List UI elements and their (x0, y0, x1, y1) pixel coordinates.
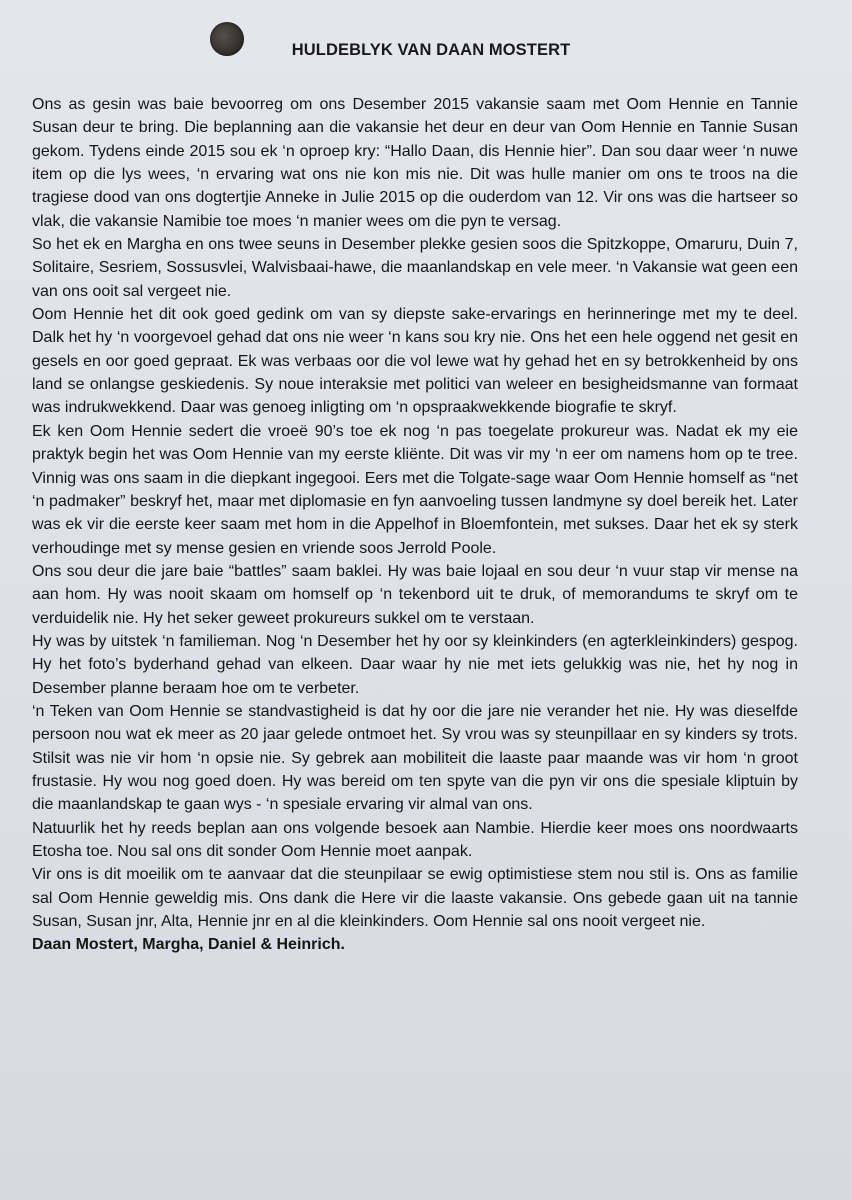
paragraph-7: ‘n Teken van Oom Hennie se standvastigheid is dat hy oor die jare nie verander het nie. Hy was dieselfde persoon nou wat ek meer as 20 jaar gelede ontmoet het. Sy vrou was sy steunpillaar en sy kinders sy trots. Stilsit was nie vir hom ‘n opsie nie. Sy gebrek aan mobiliteit die laaste paar maande was vir hom ‘n groot frustasie. Hy wou nog goed doen. Hy was bereid om ten spyte van die pyn vir ons die spesiale kliptuin by die maanlandskap te gaan wys - ‘n spesiale ervaring vir almal van ons. (32, 702, 798, 814)
paragraph-8: Natuurlik het hy reeds beplan aan ons volgende besoek aan Nambie. Hierdie keer moes ons noordwaarts Etosha toe. Nou sal ons dit sonder Oom Hennie moet aanpak. (32, 819, 798, 860)
paragraph-3: Oom Hennie het dit ook goed gedink om van sy diepste sake-ervarings en herinneringe met my te deel. Dalk het hy ‘n voorgevoel gehad dat ons nie weer ‘n kans sou kry nie. Ons het een hele oggend net gesit en gesels en oor goed gepraat. Ek was verbaas oor die vol lewe wat hy gehad het en sy betrokkenheid by ons land se onlangse geskiedenis. Sy noue interaksie met politici van weleer en besigheidsmanne van formaat was indrukwekkend. Daar was genoeg inligting om ‘n opspraakwekkende biografie te skryf. (32, 306, 798, 417)
document-title: HULDEBLYK VAN DAAN MOSTERT (291, 41, 571, 59)
paragraph-4: Ek ken Oom Hennie sedert die vroeë 90’s toe ek nog ‘n pas toegelate prokureur was. Nadat ek my eie praktyk begin het was Oom Hennie van my eerste kliënte. Dit was vir my ‘n eer om namens hom op te tree. Vinnig was ons saam in die diepkant ingegooi. Eers met die Tolgate-sage waar Oom Hennie homself as “net ‘n padmaker” beskryf het, maar met diplomasie en fyn aanvoeling tussen landmyne sy doel bereik het. Later was ek vir die eerste keer saam met hom in die Appelhof in Bloemfontein, met sukses. Daar het ek sy sterk verhoudinge met sy mense gesien en vriende soos Jerrold Poole. (32, 422, 798, 557)
paragraph-2: So het ek en Margha en ons twee seuns in Desember plekke gesien soos die Spitzkoppe, Omaruru, Duin 7, Solitaire, Sesriem, Sossusvlei, Walvisbaai-hawe, die maanlandskap en vele meer. ‘n Vakansie wat geen een van ons ooit sal vergeet nie. (32, 236, 798, 300)
paragraph-6: Hy was by uitstek ‘n familieman. Nog ‘n Desember het hy oor sy kleinkinders (en agterkleinkinders) gespog. Hy het foto’s byderhand gehad van elkeen. Daar waar hy nie met iets gelukkig was nie, het hy nog in Desember planne beraam hoe om te verbeter. (32, 632, 798, 697)
paragraph-1: Ons as gesin was baie bevoorreg om ons Desember 2015 vakansie saam met Oom Hennie en Tannie Susan deur te bring. Die beplanning aan die vakansie het deur en deur van Oom Hennie en Tannie Susan gekom. Tydens einde 2015 sou ek ‘n oproep kry: “Hallo Daan, dis Hennie hier”. Dan sou daar weer ‘n nuwe item op die lys wees, ‘n ervaring wat ons nie kon mis nie. Dit was hulle manier om ons te troos na die tragiese dood van ons dogtertjie Anneke in Julie 2015 op die ouderdom van 12. Vir ons was die hartseer so vlak, die vakansie Namibie toe moes ‘n manier wees om die pyn te versag. (32, 96, 798, 230)
paragraph-5: Ons sou deur die jare baie “battles” saam baklei. Hy was baie lojaal en sou deur ‘n vuur stap vir mense na aan hom. Hy was nooit skaam om homself op ‘n tekenbord uit te druk, of memorandums te skryf om te verduidelik nie. Hy het seker geweet prokureurs sukkel om te verstaan. (32, 562, 798, 627)
document-body (32, 93, 798, 957)
signature: Daan Mostert, Margha, Daniel & Heinrich. (32, 936, 345, 954)
paragraph-9: Vir ons is dit moeilik om te aanvaar dat die steunpilaar se ewig optimistiese stem nou stil is. Ons as familie sal Oom Hennie geweldig mis. Ons dank die Here vir die laaste vakansie. Ons gebede gaan uit na tannie Susan, Susan jnr, Alta, Hennie jnr en al die kleinkinders. Oom Hennie sal ons nooit vergeet nie. (32, 866, 798, 931)
